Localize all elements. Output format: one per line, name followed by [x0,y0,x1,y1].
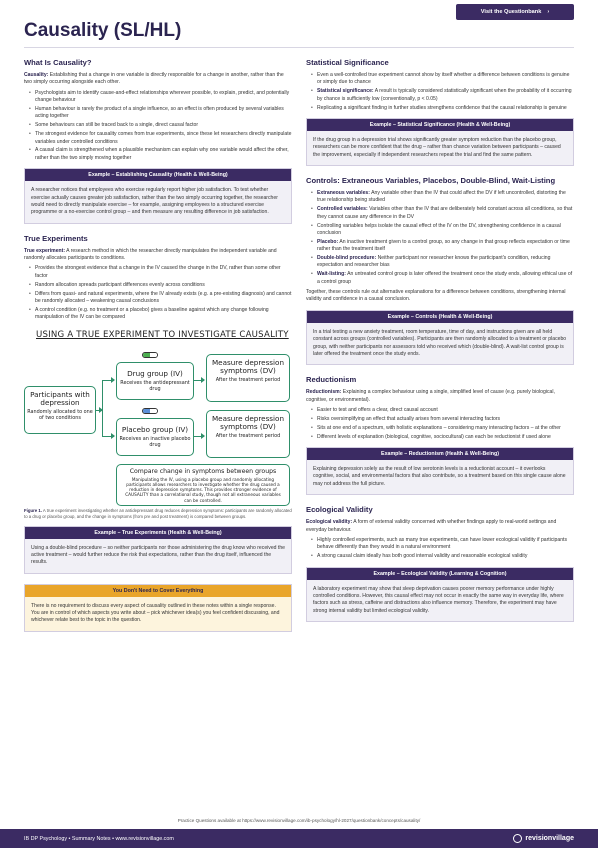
pill-icon [142,352,158,358]
example-header: Example – Ecological Validity (Learning & Cognition) [307,568,573,580]
example-body: Using a double-blind procedure – so neither participants nor those administering the drug know who received the active treatment – would further reduce the risk that expectations, rather than the drug itself, influenced the results. [25,539,291,573]
bullet-list [306,537,574,561]
note-box [24,584,292,632]
example-box [24,168,292,224]
list-item: • Random allocation spreads participant differences evenly across conditions [30,282,292,289]
list-item: • Controlling variables helps isolate the causal effect of the IV on the DV, strengthening confidence in a causal conclusion [312,223,574,238]
example-body: Explaining depression solely as the result of low serotonin levels is a reductionist account – it overlooks cognitive, social, and environmental factors that also contribute, so a treatment based on this single cause alone may not address the full picture. [307,460,573,494]
section-ecological-validity [306,505,574,622]
example-box [306,118,574,166]
list-item: • A strong causal claim ideally has both good internal validity and reasonable ecological validity [312,553,574,560]
list-item: • Replicating a significant finding in further studies strengthens confidence that the causal relationship is genuine [312,105,574,112]
list-item: • Controlled variables: Variables other than the IV that are deliberately held constant across all conditions, so that they cannot cause any difference in the DV [312,206,574,221]
definition: True experiment: A research method in which the researcher directly manipulates the independent variable and randomly allocates participants to conditions. [24,247,277,261]
experiment-diagram [24,330,292,506]
compare-box: Compare change in symptoms between groups Manipulating the IV, using a placebo group and randomly allocating participants allows researchers to investigate whether the drug caused a reduction in depression symptoms. This provides stronger evidence of CAUSALITY than a correlational study, though not all extraneous variables can be controlled. [116,464,290,506]
section-heading: What Is Causality? [24,58,92,67]
right-column [306,58,574,632]
note-body: There is no requirement to discuss every aspect of causality outlined in these notes within a single response. You are in control of which aspects you write about – pick whichever idea(s) you feel confident discussing, and whichever relate best to the topic in the question. [25,597,291,631]
definition: Ecological validity: A form of external validity concerned with whether findings apply to real-world settings and everyday behaviour. [306,519,557,533]
chevron-right-icon: › [547,9,550,15]
visit-questionbank-label: Visit the Questionbank [480,9,542,15]
section-true-experiments [24,234,292,632]
practice-questions-line: Practice Questions available at https://www.revisionvillage.com/ib-psychology/hl-2027/questionbank/concepts/causality/ [177,818,421,823]
list-item: • Placebo: An inactive treatment given to a control group, so any change in that group reflects expectation or time rather than the treatment itself [312,239,574,254]
measure-drug-box: Measure depression symptoms (DV) After the treatment period [206,354,290,402]
list-item: • Differs from quasi- and natural experiments, where the IV already exists (e.g. a pre-existing diagnosis) and cannot be randomly allocated – weakening causal conclusions [30,291,292,306]
measure-placebo-box: Measure depression symptoms (DV) After the treatment period [206,410,290,458]
definition: Reductionism: Explaining a complex behaviour using a single, simplified level of cause (e.g. purely biological, cognitive, or environmental). [306,389,555,403]
title-divider [24,47,574,48]
section-heading: Statistical Significance [306,58,389,67]
placebo-group-box: Placebo group (IV) Receives an inactive placebo drug [116,418,194,456]
section-heading: Ecological Validity [306,505,373,515]
list-item: • Some behaviours can still be traced back to a single, direct causal factor [30,122,292,129]
left-column [24,58,292,642]
list-item: • A causal claim is strengthened when a plausible mechanism can explain why one variable would affect the other, rather than the two simply moving together [30,147,292,162]
footer-bar [0,829,598,848]
participants-box: Participants with depression Randomly allocated to one of two conditions [24,386,96,434]
section-heading: Controls: Extraneous Variables, Placebos, Double-Blind, Wait-Listing [306,176,556,185]
practice-questions-link[interactable]: https://www.revisionvillage.com/ib-psychology/hl-2027/questionbank/concepts/causality/ [242,818,421,823]
footer-text: IB DP Psychology • Summary Notes • www.revisionvillage.com [24,835,174,842]
section-reductionism [306,375,574,495]
example-header: Example – Controls (Health & Well-Being) [307,311,573,323]
example-box [306,447,574,495]
figure-caption: Figure 1. A true experiment investigating whether an antidepressant drug reduces depression symptoms: participants are randomly allocated to a drug or placebo group, and the change in symptoms (from pre and post treatment) is compared between groups. [24,507,292,519]
list-item: • Risks oversimplifying an effect that actually arises from several interacting factors [312,416,574,423]
bullet-list [306,190,574,286]
example-header: Example – Statistical Significance (Health & Well-Being) [307,119,573,131]
list-item: • Human behaviour is rarely the product of a single influence, so an effect is often produced by several variables acting together [30,106,292,121]
bullet-list [306,407,574,441]
list-item: • Different levels of explanation (biological, cognitive, sociocultural) can each be reductionist if used alone [312,434,574,441]
brand-logo[interactable]: revisionvillage [513,834,574,843]
example-body: If the drug group in a depression trial shows significantly greater symptom reduction than the placebo group, researchers can be more confident that the drug – rather than chance variation between participants – caused the improvement, especially if independent researchers repeat the trial and find the same pattern. [307,131,573,165]
example-header: Example – True Experiments (Health & Well-Being) [25,527,291,539]
section-statistical-significance [306,58,574,166]
list-item: • Wait-listing: An untreated control group is later offered the treatment once the study ends, allowing ethical use of a control group [312,271,574,286]
list-item: • Double-blind procedure: Neither participant nor researcher knows the participant's condition, reducing expectation and researcher bias [312,255,574,270]
arrow-to-measure [194,436,204,437]
arrow-to-drug [102,380,114,381]
list-item: • Sits at one end of a spectrum, with holistic explanations – considering many interacting factors – at the other [312,425,574,432]
example-header: Example – Establishing Causality (Health & Well-Being) [25,169,291,181]
example-body: A laboratory experiment may show that sleep deprivation causes poorer memory performance under highly controlled conditions. However, this causal effect may not occur in exactly the same way in everyday life, where factors such as stress, caffeine and distractions also influence memory. Therefore, the experiment may have strong internal validity but limited ecological validity. [307,580,573,622]
arrow-to-placebo [102,436,114,437]
list-item: • Extraneous variables: Any variable other than the IV that could affect the DV if left uncontrolled, distorting the true relationship being studied [312,190,574,205]
list-item: • Psychologists aim to identify cause-and-effect relationships wherever possible, to explain, predict, and potentially change behaviour [30,90,292,105]
list-item: • Provides the strongest evidence that a change in the IV caused the change in the DV, rather than some other factor [30,265,292,280]
example-box [306,310,574,366]
example-body: A researcher notices that employees who exercise regularly report higher job satisfaction. To test whether exercise actually causes greater job satisfaction, rather than the two simply occurring together, the researcher would need to directly manipulate exercise – for example, assigning employees to a structured exercise programme or a no-exercise control group – and then measure any resulting difference in job satisfaction. [25,181,291,223]
page-title: Causality (SL/HL) [24,20,182,41]
section-heading: True Experiments [24,233,88,243]
brand-icon [513,834,522,843]
list-item: • Even a well-controlled true experiment cannot show by itself whether a difference between conditions is genuine or simply due to chance [312,72,574,87]
list-item: • Statistical significance: A result is typically considered statistically significant when the probability of it occurring by chance is sufficiently low (conventionally, p < 0.05) [312,88,574,103]
list-item: • The strongest evidence for causality comes from true experiments, since these let researchers directly manipulate variables under controlled conditions [30,131,292,146]
example-header: Example – Reductionism (Health & Well-Being) [307,448,573,460]
controls-summary: Together, these controls rule out alternative explanations for a difference between conditions, strengthening internal validity and confidence in a causal conclusion. [306,289,566,303]
list-item: • A control condition (e.g. no treatment or a placebo) gives a baseline against which any change following manipulation of the IV can be compared [30,307,292,322]
bullet-list [24,90,292,162]
note-header: You Don't Need to Cover Everything [25,585,291,597]
visit-questionbank-button[interactable] [456,4,574,20]
list-item: • Easier to test and offers a clear, direct causal account [312,407,574,414]
bullet-list [24,265,292,321]
diagram-title: USING A TRUE EXPERIMENT TO INVESTIGATE CAUSALITY [36,329,289,340]
drug-group-box: Drug group (IV) Receives the antidepressant drug [116,362,194,400]
bullet-list [306,72,574,112]
list-item: • Highly controlled experiments, such as many true experiments, can have lower ecological validity if participants behave differently than they would in a natural environment [312,537,574,552]
arrow-to-measure [194,380,204,381]
section-controls [306,176,574,365]
definition: Causality: Establishing that a change in one variable is directly responsible for a change in another, rather than the two simply occurring alongside each other. [24,72,284,86]
connector-line [96,410,102,411]
example-box [24,526,292,574]
placebo-pill-icon [142,408,158,414]
section-what-is-causality [24,58,292,224]
example-box [306,567,574,623]
section-heading: Reductionism [306,375,357,385]
example-body: In a trial testing a new anxiety treatment, room temperature, time of day, and instructions given are all held constant across groups (controlled variables). Participants are then randomly allocated to a treatment or placebo group, with neither participants nor assessors told who received which (double-blind). A wait-list control group is later offered the treatment once the study ends. [307,323,573,365]
